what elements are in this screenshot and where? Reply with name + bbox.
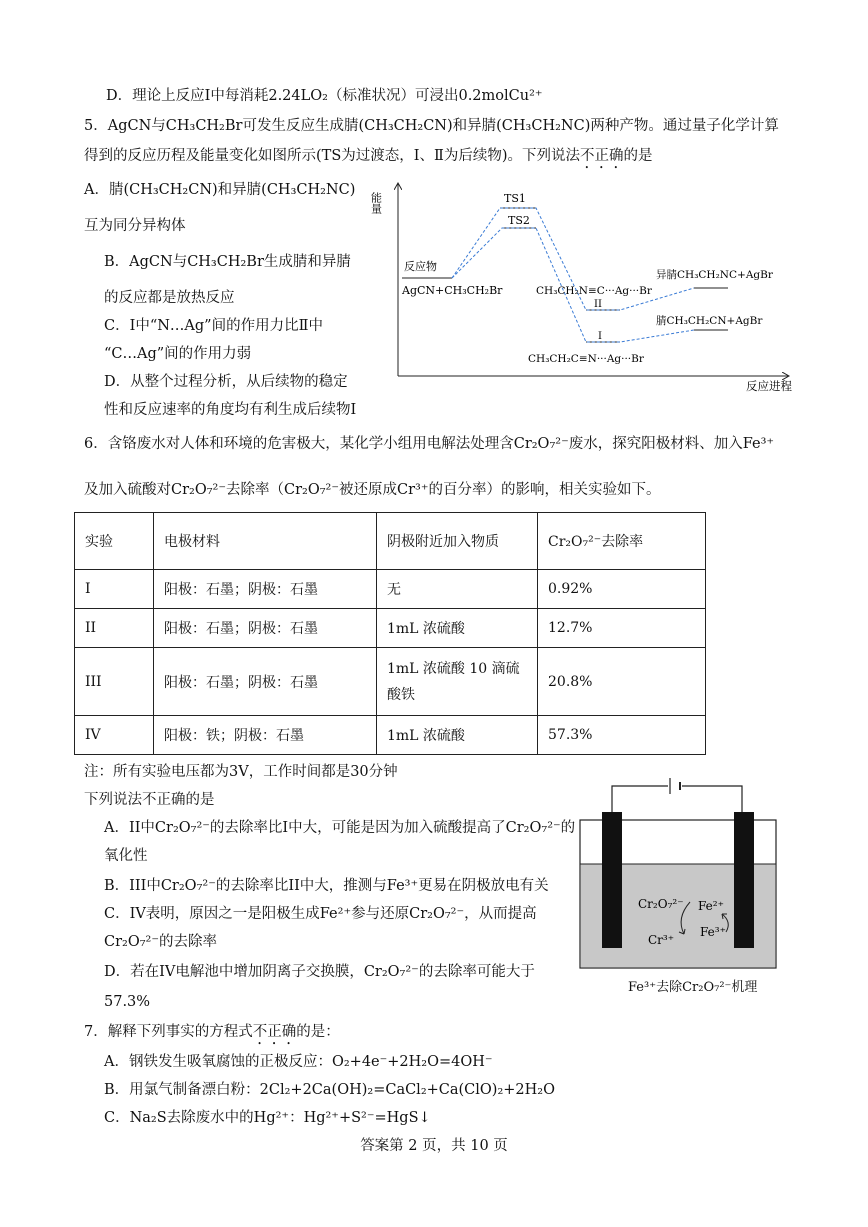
fe3-label: Fe³⁺ <box>700 925 726 939</box>
q6-option-d-cont: 57.3% <box>104 994 151 1010</box>
q5-option-b-cont: 的反应都是放热反应 <box>104 290 235 306</box>
q5-option-d-cont: 性和反应速率的角度均有利生成后续物Ⅰ <box>104 402 357 418</box>
q5-option-c-cont: “C…Ag”间的作用力弱 <box>104 346 252 362</box>
q6-note: 注：所有实验电压都为3V，工作时间都是30分钟 <box>84 764 398 780</box>
wire-right <box>682 786 742 812</box>
table-header-cell: 电极材料 <box>154 513 377 570</box>
q6-option-a: A．II中Cr₂O₇²⁻的去除率比I中大，可能是因为加入硫酸提高了Cr₂O₇²⁻的 <box>104 820 576 836</box>
table-row <box>75 716 706 755</box>
intermediate-2-formula: CH₃CH₂N≡C···Ag···Br <box>536 285 652 297</box>
q5-option-d: D．从整个过程分析，从后续物的稳定 <box>104 374 348 390</box>
table-cell: IV <box>75 716 154 755</box>
table-row <box>75 648 706 716</box>
q4-option-d: D．理论上反应Ⅰ中每消耗2.24LO₂（标准状况）可浸出0.2molCu²⁺ <box>106 88 543 104</box>
ts2-label: TS2 <box>508 214 530 227</box>
q7-option-b: B．用氯气制备漂白粉：2Cl₂+2Ca(OH)₂=CaCl₂+Ca(ClO)₂+2H₂O <box>104 1082 555 1098</box>
q7-stem: 7．解释下列事实的方程式不正确的是： <box>84 1024 340 1040</box>
fe2-label: Fe²⁺ <box>698 899 724 913</box>
q6-option-c-cont: Cr₂O₇²⁻的去除率 <box>104 934 218 950</box>
q7-option-a: A．钢铁发生吸氧腐蚀的正极反应：O₂+4e⁻+2H₂O=4OH⁻ <box>104 1054 493 1070</box>
q6-option-c: C．IV表明，原因之一是阳极生成Fe²⁺参与还原Cr₂O₇²⁻，从而提高 <box>104 906 537 922</box>
q5-stem-line1: 5．AgCN与CH₃CH₂Br可发生反应生成腈(CH₃CH₂CN)和异腈(CH₃CH₂NC)两种产物。通过量子化学计算 <box>84 118 779 134</box>
page-footer: 答案第 2 页，共 10 页 <box>360 1138 508 1154</box>
table-cell: III <box>75 648 154 716</box>
table-cell: 阳极：石墨；阴极：石墨 <box>154 609 377 648</box>
intermediate-1-label: I <box>598 331 602 342</box>
table-cell: 阳极：铁；阴极：石墨 <box>154 716 377 755</box>
q5-option-a: A．腈(CH₃CH₂CN)和异腈(CH₃CH₂NC) <box>84 182 356 198</box>
q6-stem-line2: 及加入硫酸对Cr₂O₇²⁻去除率（Cr₂O₇²⁻被还原成Cr³⁺的百分率）的影响，相关实验如下。 <box>84 482 661 498</box>
q7-option-c: C．Na₂S去除废水中的Hg²⁺：Hg²⁺+S²⁻=HgS↓ <box>104 1110 431 1126</box>
q6-option-a-cont: 氧化性 <box>104 848 148 864</box>
table-header-cell: Cr₂O₇²⁻去除率 <box>538 513 706 570</box>
energy-diagram <box>360 176 800 396</box>
q5-option-b: B．AgCN与CH₃CH₂Br生成腈和异腈 <box>104 254 351 270</box>
cell-caption: Fe³⁺去除Cr₂O₇²⁻机理 <box>628 980 758 995</box>
table-cell: 12.7% <box>538 609 706 648</box>
table-row <box>75 570 706 609</box>
reactant-formula: AgCN+CH₃CH₂Br <box>402 284 503 297</box>
dichromate-label: Cr₂O₇²⁻ <box>638 897 684 911</box>
table-cell: 1mL 浓硫酸 <box>377 609 538 648</box>
table-header-cell: 阴极附近加入物质 <box>377 513 538 570</box>
electrolysis-cell-diagram <box>572 772 788 982</box>
table-cell: 20.8% <box>538 648 706 716</box>
iso-product-label: 异腈CH₃CH₂NC+AgBr <box>656 269 773 281</box>
table-row <box>75 609 706 648</box>
table-header-row <box>75 513 706 570</box>
table-cell: I <box>75 570 154 609</box>
experiment-table <box>74 512 706 755</box>
anode-electrode <box>602 812 622 948</box>
table-cell: 阳极：石墨；阴极：石墨 <box>154 648 377 716</box>
table-cell: 1mL 浓硫酸 10 滴硫酸铁 <box>377 648 538 716</box>
y-axis-label: 能量 <box>369 192 383 214</box>
q5-stem-line2: 得到的反应历程及能量变化如图所示(TS为过渡态，Ⅰ、Ⅱ为后续物)。下列说法不正确的是 <box>84 148 653 164</box>
cr3-label: Cr³⁺ <box>648 933 675 947</box>
q5-option-a-cont: 互为同分异构体 <box>84 218 186 234</box>
x-axis-label: 反应进程 <box>746 379 792 393</box>
q6-option-b: B．III中Cr₂O₇²⁻的去除率比II中大，推测与Fe³⁺更易在阴极放电有关 <box>104 878 549 894</box>
ts1-label: TS1 <box>504 192 526 205</box>
table-cell: 阳极：石墨；阴极：石墨 <box>154 570 377 609</box>
table-cell: 0.92% <box>538 570 706 609</box>
reactant-label: 反应物 <box>404 260 437 273</box>
intermediate-2-label: II <box>594 299 602 310</box>
table-cell: 1mL 浓硫酸 <box>377 716 538 755</box>
wire-left <box>612 786 668 812</box>
intermediate-1-formula: CH₃CH₂C≡N···Ag···Br <box>528 353 644 365</box>
q6-ask: 下列说法不正确的是 <box>84 792 215 808</box>
table-cell: 无 <box>377 570 538 609</box>
cathode-electrode <box>734 812 754 948</box>
nitrile-product-label: 腈CH₃CH₂CN+AgBr <box>656 315 763 327</box>
q6-option-d: D．若在IV电解池中增加阴离子交换膜，Cr₂O₇²⁻的去除率可能大于 <box>104 964 535 980</box>
table-cell: 57.3% <box>538 716 706 755</box>
q5-option-c: C．Ⅰ中“N…Ag”间的作用力比Ⅱ中 <box>104 318 323 334</box>
table-header-cell: 实验 <box>75 513 154 570</box>
table-cell: II <box>75 609 154 648</box>
q6-stem-line1: 6．含铬废水对人体和环境的危害极大，某化学小组用电解法处理含Cr₂O₇²⁻废水，探究阳极材料、加入Fe³⁺ <box>84 436 775 452</box>
